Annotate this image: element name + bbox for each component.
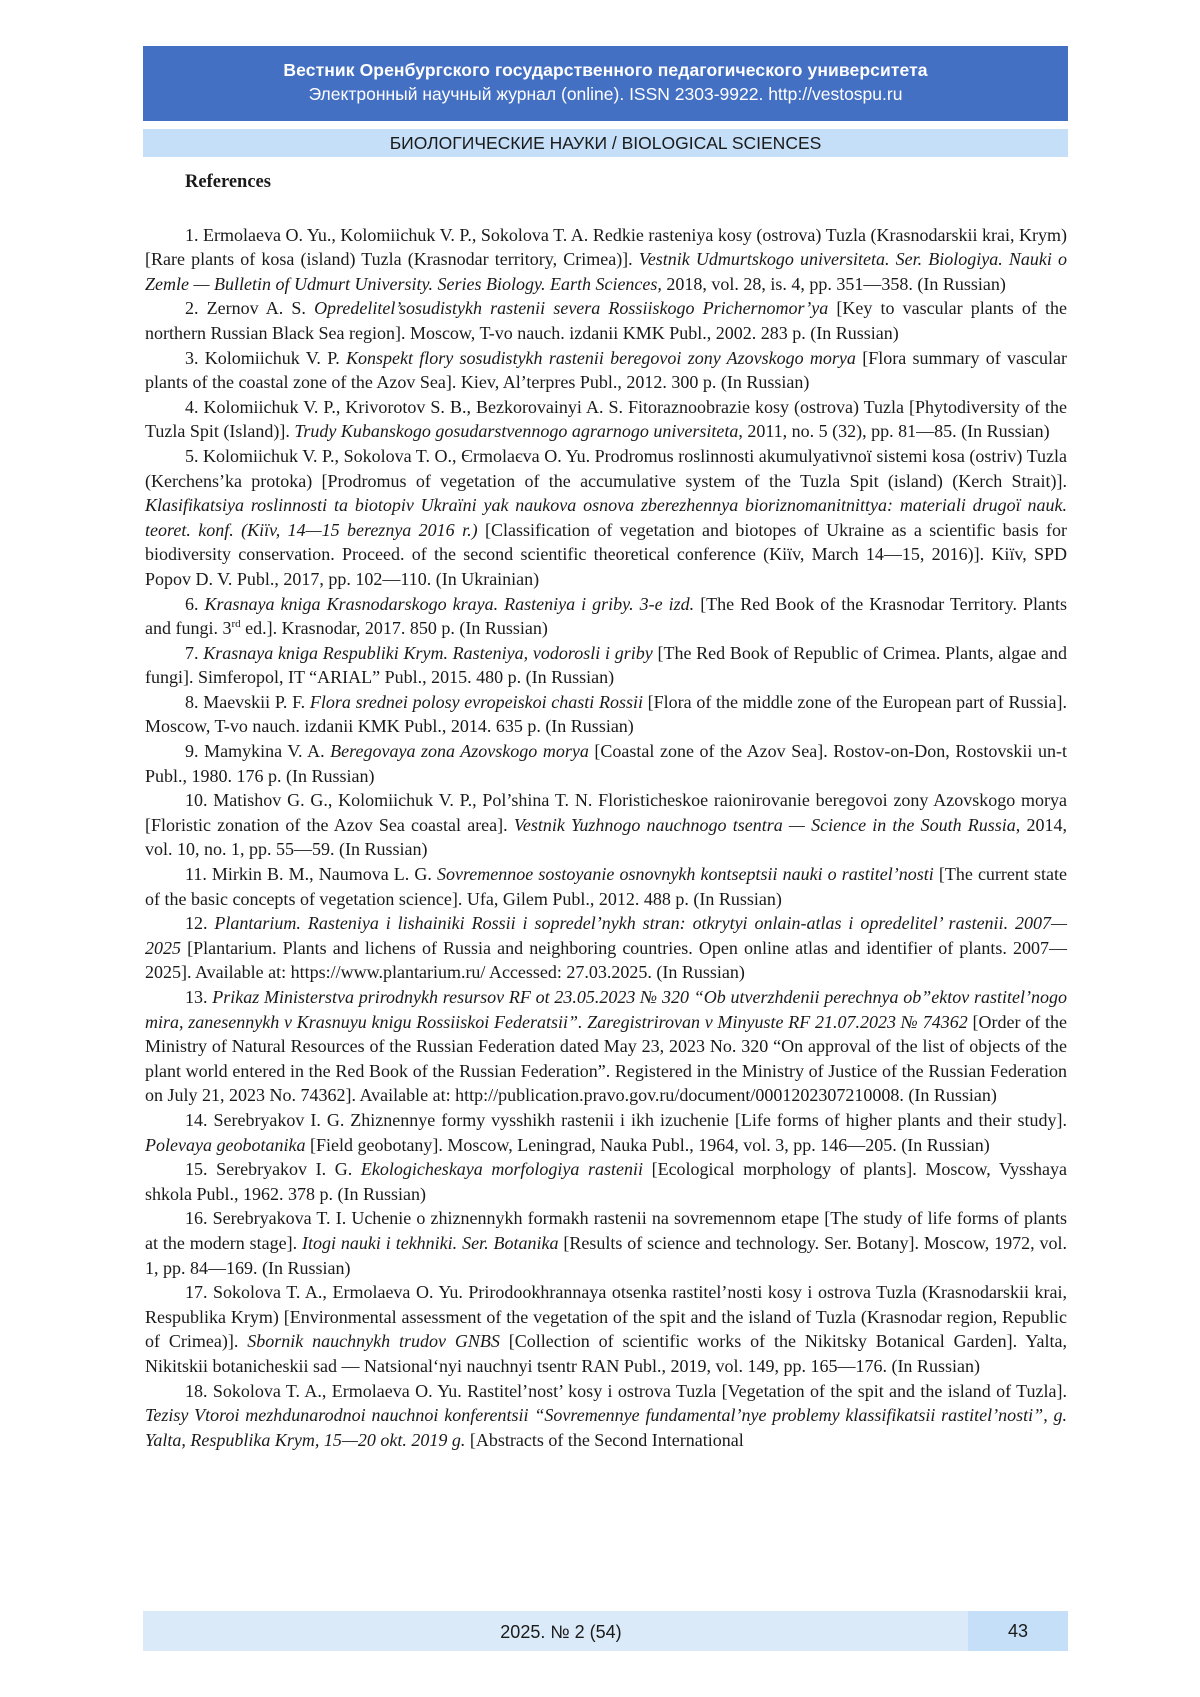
reference-italic-text: Polevaya geobotanika (145, 1134, 306, 1155)
reference-text: 11. Mirkin B. M., Naumova L. G. (185, 864, 437, 885)
reference-text: [Abstracts of the Second International (465, 1429, 744, 1450)
reference-text: 1. Ermolaeva O. Yu., Kolomiichuk V. P., Sokolova T. A. Redkie rasteniya kosy (ostrova) Tuzla (Krasnodarskii krai, Krym) [Rare plants of kosa (island) Tuzla (Krasnodar territory, Crimea)]. (145, 224, 1067, 270)
reference-item (145, 1379, 1067, 1453)
reference-text: 18. Sokolova T. A., Ermolaeva O. Yu. Rastitel’nost’ kosy i ostrova Tuzla [Vegetation of the spit and the island of Tuzla]. (185, 1380, 1067, 1401)
reference-italic-text: Flora srednei polosy evropeiskoi chasti Rossii (309, 691, 643, 712)
reference-item (145, 296, 1067, 345)
reference-text: 4. Kolomiichuk V. P., Krivorotov S. B., Bezkorovainyi A. S. Fitoraznoobrazie kosy (ostrova) Tuzla [Phytodiversity of the Tuzla Spit (Island)]. (145, 396, 1067, 442)
reference-text: 2. Zernov A. S. (185, 298, 315, 319)
reference-text: [Flora summary of vascular plants of the coastal zone of the Azov Sea]. Kiev, Al’terpres Publ., 2012. 300 p. (In Russian) (145, 347, 1067, 393)
reference-text: [The Red Book of the Krasnodar Territory. Plants and fungi. 3 (145, 593, 1068, 639)
reference-italic-text: Tezisy Vtoroi mezhdunarodnoi nauchnoi konferentsii “Sovremennye fundamental’nye problemy klassifikatsii rastitel’nosti”, g. Yalta, Respublika Krym, 15—20 okt. 2019 g. (145, 1405, 1067, 1450)
reference-italic-text: Vestnik Yuzhnogo nauchnogo tsentra — Science in the South Russia (513, 814, 1016, 835)
page-footer (143, 1611, 1068, 1651)
reference-italic-text: Krasnaya kniga Krasnodarskogo kraya. Rasteniya i griby. 3-e izd. (204, 593, 695, 614)
reference-text: 13. (185, 987, 213, 1007)
reference-item (145, 592, 1067, 641)
reference-text: [Collection of scientific works of the Nikitsky Botanical Garden]. Yalta, Nikitskii botanicheskii sad — Natsional‘nyi nauchnyi tsentr RAN Publ., 2019, vol. 149, pp. 165—176. (In Russian) (145, 1331, 1067, 1376)
reference-italic-text: Itogi nauki i tekhniki. Ser. Botanika (302, 1232, 559, 1253)
reference-text: [The current state of the basic concepts of vegetation science]. Ufa, Gilem Publ., 2012. 488 p. (In Russian) (145, 864, 1067, 909)
issue-label: 2025. № 2 (54) (500, 1622, 622, 1642)
reference-text: 16. Serebryakova T. I. Uchenie o zhiznennykh formakh rastenii na sovremennom etape [The study of life forms of plants at the modern stage]. (145, 1208, 1067, 1253)
reference-italic-text: Klasifikatsiya roslinnosti ta biotopiv Ukraїni yak naukova osnova zberezhennya bioriznomanitnittya: materiali drugoї nauk. teoret. konf. (Kiїv, 14—15 bereznya 2016 r.) (145, 495, 1067, 540)
reference-item (145, 911, 1067, 985)
reference-item (145, 346, 1067, 395)
reference-item (145, 985, 1067, 1108)
reference-italic-text: Opredelitel’sosudistykh rastenii severa Rossiiskogo Prichernomor’ya (314, 298, 829, 319)
reference-text: 15. Serebryakov I. G. (185, 1159, 361, 1180)
reference-item (145, 641, 1067, 690)
reference-text: 10. Matishov G. G., Kolomiichuk V. P., Pol’shina T. N. Floristicheskoe raionirovanie beregovoi zony Azovskogo morya [Floristic zonation of the Azov Sea coastal area]. (145, 790, 1067, 835)
reference-italic-text: Beregovaya zona Azovskogo morya (330, 741, 589, 762)
reference-text: 17. Sokolova T. A., Ermolaeva O. Yu. Prirodookhrannaya otsenka rastitel’nosti kosy i ostrova Tuzla (Krasnodarskii krai, Respublika Krym) [Environmental assessment of the vegetation of the spit and the island of Tuzla (Krasnodar region, Republic of Crimea)]. (145, 1282, 1067, 1352)
reference-text: 3. Kolomiichuk V. P. (185, 347, 346, 368)
page-number: 43 (968, 1611, 1068, 1651)
reference-text: [Order of the Ministry of Natural Resources of the Russian Federation dated May 23, 2023 No. 320 “On approval of the list of objects of the plant world entered in the Red Book of the Russian Federation”. Registered in the Ministry of Justice of the Russian Federation on July 21, 2023 No. 74362]. Available at: http://publication.pravo.gov.ru/document/0001202307210008. (In Russian) (145, 1011, 1067, 1106)
section-title: БИОЛОГИЧЕСКИЕ НАУКИ / BIOLOGICAL SCIENCES (143, 129, 1068, 157)
reference-text: 9. Mamykina V. A. (185, 741, 331, 762)
reference-text: [Coastal zone of the Azov Sea]. Rostov-on-Don, Rostovskii un-t Publ., 1980. 176 p. (In Russian) (145, 741, 1067, 786)
reference-item (145, 690, 1067, 739)
reference-text: 5. Kolomiichuk V. P., Sokolova T. O., Єrmolaєva O. Yu. Prodromus roslinnosti akumulyativnoї sistemi kosa (ostriv) Tuzla (Kerchens’ka protoka) [Prodromus of vegetation of the accumulative system of the Tuzla Spit (island) (Kerch Strait)]. (145, 445, 1067, 491)
reference-text: [Flora of the middle zone of the European part of Russia]. Moscow, T-vo nauch. izdanii KMK Publ., 2014. 635 p. (In Russian) (145, 691, 1068, 737)
reference-item (145, 223, 1067, 297)
reference-text: [Results of science and technology. Ser. Botany]. Moscow, 1972, vol. 1, pp. 84—169. (In Russian) (145, 1232, 1067, 1278)
reference-text: 12. (185, 913, 215, 934)
reference-text: 8. Maevskii P. F. (185, 691, 310, 712)
reference-item (145, 788, 1067, 862)
reference-italic-text: Prikaz Ministerstva prirodnykh resursov RF ot 23.05.2023 № 320 “Ob utverzhdenii perechnya ob”ektov rastitel’nogo mira, zanesennykh v Krasnuyu knigu Rossiiskoi Federatsii”. Zaregistrirovan v Minyuste RF 21.07.2023 № 74362 (145, 987, 1067, 1032)
reference-italic-text: Sovremennoe sostoyanie osnovnykh kontseptsii nauki o rastitel’nosti (436, 864, 934, 885)
reference-italic-text: Krasnaya kniga Respubliki Krym. Rasteniya, vodorosli i griby (203, 642, 653, 663)
reference-item (145, 739, 1067, 788)
reference-item (145, 862, 1067, 911)
reference-italic-text: Konspekt flory sosudistykh rastenii beregovoi zony Azovskogo morya (346, 347, 856, 368)
references-heading: References (185, 172, 271, 192)
reference-text: , 2014, vol. 10, no. 1, pp. 55—59. (In Russian) (145, 814, 1067, 860)
reference-text: 7. (185, 642, 204, 663)
reference-italic-text: Ekologicheskaya morfologiya rastenii (360, 1159, 643, 1180)
reference-item (145, 1280, 1067, 1378)
reference-text: 14. Serebryakov I. G. Zhiznennye formy vysshikh rastenii i ikh izuchenie [Life forms of higher plants and their study]. (185, 1109, 1067, 1130)
reference-text: [The Red Book of Republic of Crimea. Plants, algae and fungi]. Simferopol, IT “ARIAL” Publ., 2015. 480 p. (In Russian) (145, 642, 1068, 688)
reference-text: , 2011, no. 5 (32), pp. 81—85. (In Russian) (738, 421, 1050, 442)
reference-text: [Key to vascular plants of the northern Russian Black Sea region]. Moscow, T-vo nauch. izdanii KMK Publ., 2002. 283 p. (In Russian) (145, 298, 1067, 343)
reference-text: [Classification of vegetation and biotopes of Ukraine as a scientific basis for biodiversity conservation. Proceed. of the second scientific theoretical conference (Kiїv, March 14—15, 2016)]. Kiїv, SPD Popov D. V. Publ., 2017, pp. 102—110. (In Ukrainian) (145, 519, 1067, 589)
reference-text: 2018, vol. 28, is. 4, pp. 351—358. (In Russian) (661, 273, 1006, 294)
reference-italic-text: Vestnik Udmurtskogo universiteta. Ser. Biologiya. Nauki o Zemle — Bulletin of Udmurt University. Series Biology. Earth Sciences, (145, 249, 1067, 294)
reference-superscript: rd (231, 618, 241, 631)
reference-text: ed.]. Krasnodar, 2017. 850 p. (In Russian) (240, 618, 548, 639)
reference-item (145, 395, 1067, 444)
reference-italic-text: Sbornik nauchnykh trudov GNBS (247, 1331, 500, 1352)
journal-subtitle: Электронный научный журнал (online). ISSN 2303-9922. http://vestospu.ru (308, 84, 903, 104)
journal-title: Вестник Оренбургского государственного педагогического университета (283, 60, 928, 80)
reference-item (145, 1157, 1067, 1206)
references-section (145, 170, 1067, 1452)
reference-item (145, 1206, 1067, 1280)
journal-header (143, 46, 1068, 121)
reference-text: [Field geobotany]. Moscow, Leningrad, Nauka Publ., 1964, vol. 3, pp. 146—205. (In Russian) (305, 1134, 990, 1155)
reference-list (145, 223, 1067, 1453)
reference-item (145, 444, 1067, 592)
reference-item (145, 1108, 1067, 1157)
reference-text: [Ecological morphology of plants]. Moscow, Vysshaya shkola Publ., 1962. 378 p. (In Russian) (145, 1159, 1067, 1204)
reference-text: 6. (185, 593, 205, 614)
reference-italic-text: Plantarium. Rasteniya i lishainiki Rossii i sopredel’nykh stran: otkrytyi onlain-atlas i opredelitel’ rastenii. 2007—2025 (145, 913, 1067, 958)
reference-text: [Plantarium. Plants and lichens of Russia and neighboring countries. Open online atlas and identifier of plants. 2007—2025]. Available at: https://www.plantarium.ru/ Accessed: 27.03.2025. (In Russian) (145, 937, 1067, 983)
reference-italic-text: Trudy Kubanskogo gosudarstvennogo agrarnogo universiteta (294, 421, 739, 442)
